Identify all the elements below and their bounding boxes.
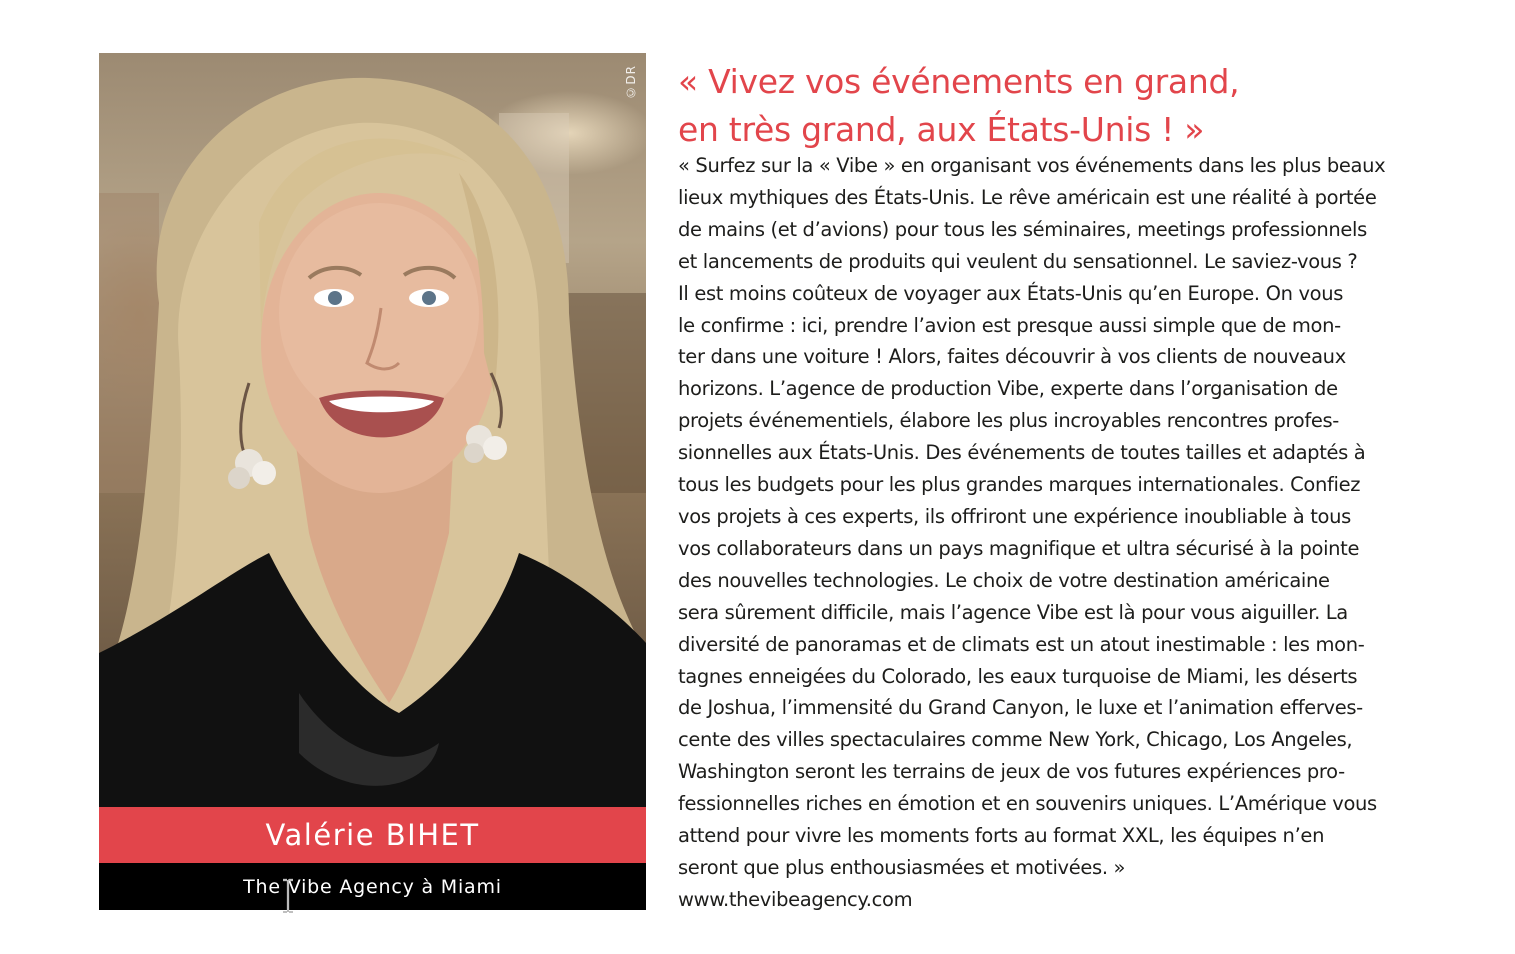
name-banner bbox=[99, 807, 646, 863]
portrait-photo bbox=[99, 53, 646, 807]
body-line: fessionnelles riches en émotion et en souvenirs uniques. L’Amérique vous bbox=[678, 792, 1377, 816]
body-line: Il est moins coûteux de voyager aux États-Unis qu’en Europe. On vous bbox=[678, 281, 1344, 305]
body-line: sionnelles aux États-Unis. Des événements de toutes tailles et adaptés à bbox=[678, 441, 1366, 465]
photo-credit: ©DR bbox=[624, 65, 638, 100]
body-line: vos projets à ces experts, ils offriront une expérience inoubliable à tous bbox=[678, 504, 1351, 528]
body-line: seront que plus enthousiasmées et motivées. » bbox=[678, 855, 1126, 879]
body-line: Washington seront les terrains de jeux de vos futures expériences pro- bbox=[678, 760, 1345, 784]
person-name: Valérie BIHET bbox=[265, 818, 480, 852]
body-line: de Joshua, l’immensité du Grand Canyon, le luxe et l’animation efferves- bbox=[678, 696, 1363, 720]
body-line: lieux mythiques des États-Unis. Le rêve américain est une réalité à portée bbox=[678, 185, 1377, 209]
website-link[interactable]: www.thevibeagency.com bbox=[678, 887, 913, 911]
body-line: « Surfez sur la « Vibe » en organisant vos événements dans les plus beaux bbox=[678, 154, 1386, 177]
body-line: tagnes enneigées du Colorado, les eaux turquoise de Miami, les déserts bbox=[678, 664, 1358, 688]
portrait-card bbox=[99, 53, 646, 910]
body-line: diversité de panoramas et de climats est un atout inestimable : les mon- bbox=[678, 632, 1365, 656]
body-line: horizons. L’agence de production Vibe, experte dans l’organisation de bbox=[678, 377, 1338, 401]
body-line: tous les budgets pour les plus grandes marques internationales. Confiez bbox=[678, 473, 1361, 497]
agency-name: The Vibe Agency à Miami bbox=[243, 875, 502, 898]
portrait-illustration bbox=[99, 53, 646, 807]
body-line: attend pour vivre les moments forts au format XXL, les équipes n’en bbox=[678, 824, 1325, 848]
body-line: de mains (et d’avions) pour tous les séminaires, meetings professionnels bbox=[678, 217, 1367, 241]
body-line: sera sûrement difficile, mais l’agence Vibe est là pour vous aiguiller. La bbox=[678, 600, 1348, 624]
body-line: le confirme : ici, prendre l’avion est presque aussi simple que de mon- bbox=[678, 313, 1341, 337]
text-cursor-icon bbox=[281, 878, 295, 914]
body-line: ter dans une voiture ! Alors, faites découvrir à vos clients de nouveaux bbox=[678, 345, 1346, 369]
body-line: des nouvelles technologies. Le choix de votre destination américaine bbox=[678, 568, 1330, 592]
body-line: projets événementiels, élabore les plus incroyables rencontres profes- bbox=[678, 409, 1339, 433]
body-line: cente des villes spectaculaires comme New York, Chicago, Los Angeles, bbox=[678, 728, 1353, 752]
agency-banner bbox=[99, 863, 646, 910]
body-line: et lancements de produits qui veulent du sensationnel. Le saviez-vous ? bbox=[678, 249, 1358, 273]
headline-line: « Vivez vos événements en grand, bbox=[678, 62, 1240, 101]
article-body bbox=[678, 150, 1448, 916]
article-headline bbox=[678, 58, 1458, 154]
body-line: vos collaborateurs dans un pays magnifique et ultra sécurisé à la pointe bbox=[678, 536, 1360, 560]
headline-line: en très grand, aux États-Unis ! » bbox=[678, 110, 1205, 149]
